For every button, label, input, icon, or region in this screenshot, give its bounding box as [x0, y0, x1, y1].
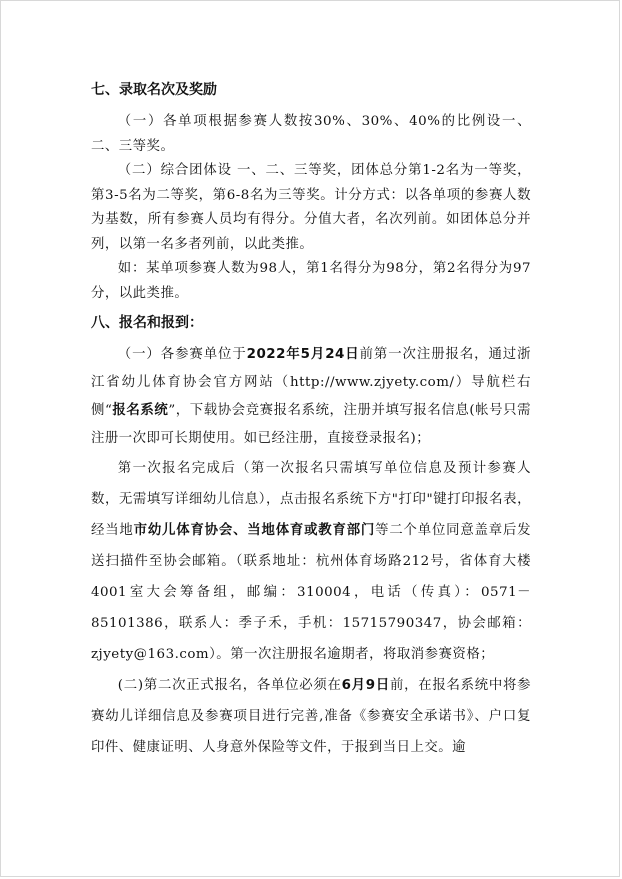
org-city-association: 市幼儿体育协会: [133, 523, 234, 538]
section-8-heading: 八、报名和报到：: [91, 315, 203, 331]
document-body: [91, 78, 531, 763]
deadline-date-1: 2022年5月24日: [246, 347, 360, 362]
section-7-paragraph-1: （一）各单项根据参赛人数按30%、30%、40%的比例设一、二、三等奖。: [91, 114, 531, 154]
text-span: ”，下载协会竞赛报名系统，注册并填写报名信息(帐号只需注册一次即可长期使用。如已经注册，直接登录报名)；: [91, 403, 531, 446]
deadline-date-2: 6月9日: [341, 678, 390, 693]
section-8-paragraph-2: [91, 453, 531, 670]
org-separator: 、: [233, 523, 248, 538]
section-8-paragraph-1: [91, 341, 531, 453]
text-span: 前第一次注册报名，通过浙江省幼儿体育协会官方网站（http://www.zjyety.com/）导航栏右侧“: [91, 347, 531, 418]
section-7-paragraph-3: 如：某单项参赛人数为98人，第1名得分为98分，第2名得分为97分，以此类推。: [91, 261, 531, 301]
org-local-department: 当地体育或教育部门: [247, 523, 376, 538]
text-span: （一）各参赛单位于: [117, 347, 247, 362]
text-span: 第一次报名完成后（第一次报名只需填写单位信息及预计参赛人数，无需填写详细幼儿信息），点击报名系统下方"打印"键打印报名表，经当地: [91, 461, 531, 538]
text-span: 前，在报名系统中将参赛幼儿详细信息及参赛项目进行完善,准备《参赛安全承诺书》、户口复印件、健康证明、人身意外保险等文件，于报到当日上交。逾: [91, 678, 531, 755]
registration-system-name: 报名系统: [112, 403, 169, 418]
section-7-paragraph-2: （二）综合团体设 一、二、三等奖，团体总分第1-2名为一等奖，第3-5名为二等奖，第6-8名为三等奖。计分方式：以各单项的参赛人数为基数，所有参赛人员均有得分。分值大者，名次列前。如团体总分并列，以第一名多者列前，以此类推。: [91, 163, 531, 252]
section-7-heading: 七、录取名次及奖励: [91, 82, 217, 98]
text-span: (二)第二次正式报名，各单位必须在: [117, 678, 342, 693]
text-span: 等二个单位同意盖章后发送扫描件至协会邮箱。（联系地址：杭州体育场路212号，省体育大楼4001室大会筹备组，邮编：310004，电话（传真）：0571－85101386，联系人：季子禾，手机：15715790347，协会邮箱：zjyety@163.com）。第一次注册报名逾期者，将取消参赛资格；: [91, 523, 532, 662]
section-8-paragraph-3: [91, 670, 531, 763]
